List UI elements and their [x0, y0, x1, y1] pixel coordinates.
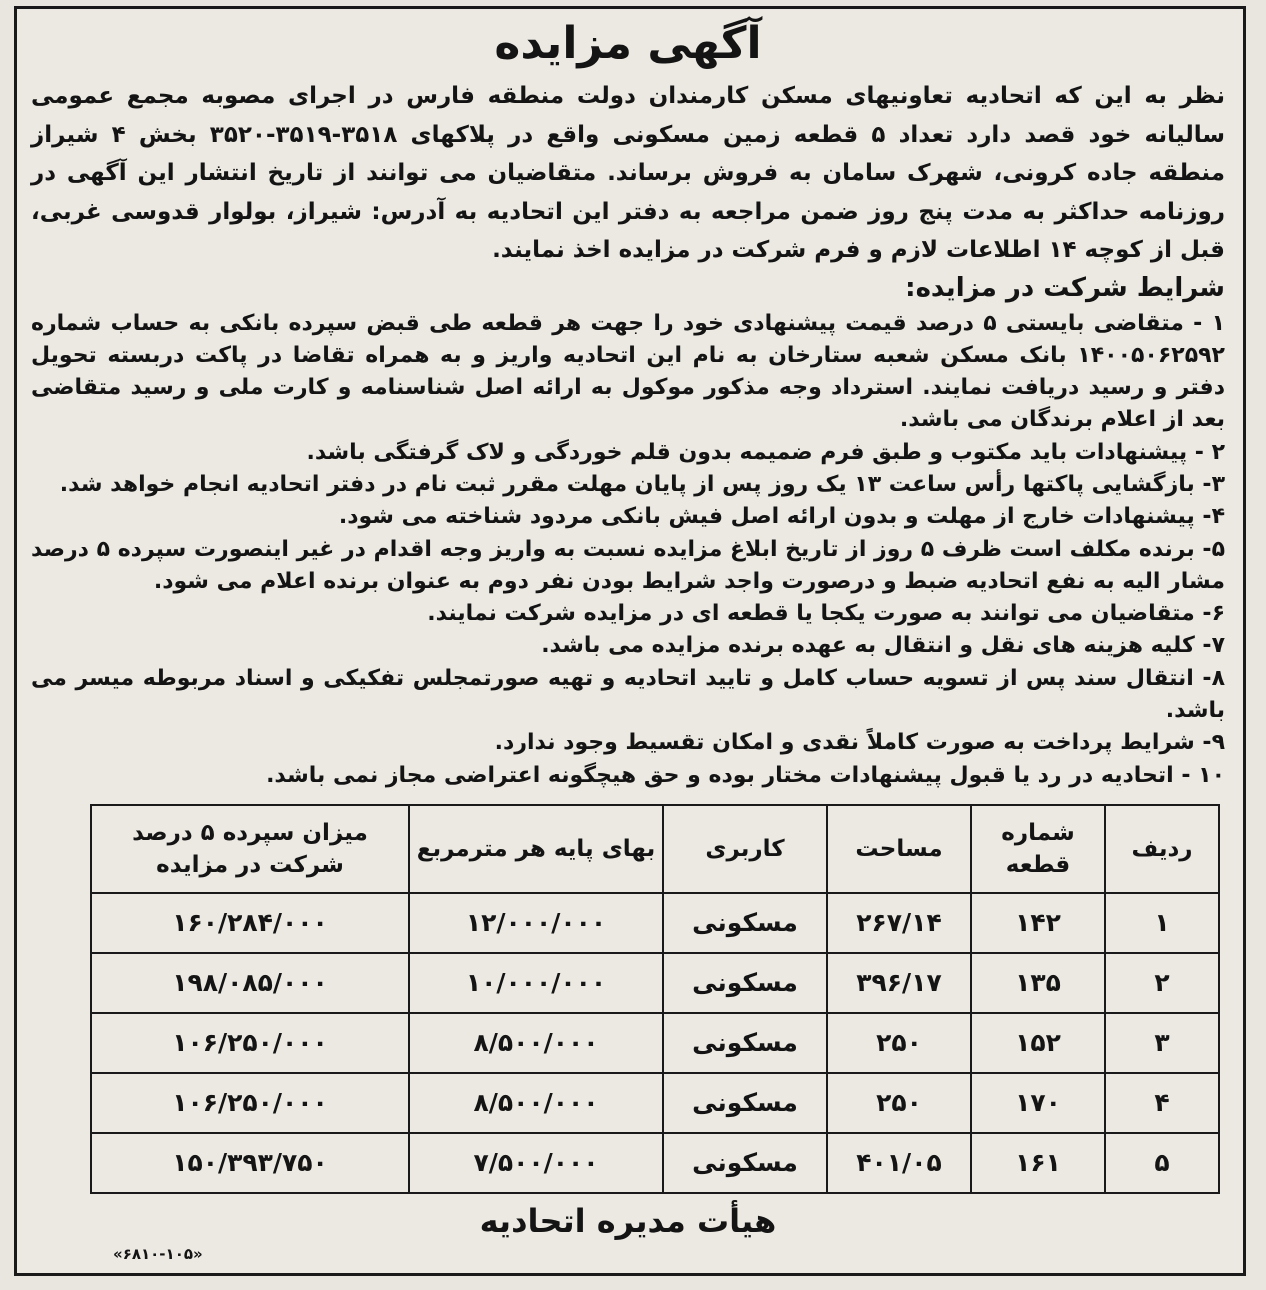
cell-area: ۲۵۰	[827, 1013, 971, 1073]
cell-row-number: ۵	[1105, 1133, 1219, 1193]
table-row	[91, 893, 1219, 953]
condition-item: ۹- شرایط پرداخت به صورت کاملاً نقدی و امکان تقسیط وجود ندارد.	[494, 730, 1225, 756]
header-lot-number: شماره قطعه	[971, 805, 1105, 893]
table-row	[91, 1073, 1219, 1133]
cell-area: ۴۰۱/۰۵	[827, 1133, 971, 1193]
cell-row-number: ۲	[1105, 953, 1219, 1013]
lots-table	[90, 804, 1220, 1194]
cell-deposit: ۱۹۸/۰۸۵/۰۰۰	[91, 953, 409, 1013]
table-row	[91, 953, 1219, 1013]
cell-lot-number: ۱۷۰	[971, 1073, 1105, 1133]
cell-usage: مسکونی	[663, 1013, 827, 1073]
board-signature: هیأت مدیره اتحادیه	[479, 1201, 777, 1240]
cell-base-price: ۷/۵۰۰/۰۰۰	[409, 1133, 663, 1193]
condition-item: ۱۰ - اتحادیه در رد یا قبول پیشنهادات مختار بوده و حق هیچگونه اعتراضی مجاز نمی باشد.	[266, 762, 1225, 788]
cell-lot-number: ۱۴۲	[971, 893, 1105, 953]
cell-area: ۳۹۶/۱۷	[827, 953, 971, 1013]
condition-item: ۶- متقاضیان می توانند به صورت یکجا یا قطعه ای در مزایده شرکت نمایند.	[427, 601, 1225, 627]
cell-deposit: ۱۶۰/۲۸۴/۰۰۰	[91, 893, 409, 953]
cell-base-price: ۱۰/۰۰۰/۰۰۰	[409, 953, 663, 1013]
cell-usage: مسکونی	[663, 1133, 827, 1193]
condition-item: ۸- انتقال سند پس از تسویه حساب کامل و تایید اتحادیه و تهیه صورتمجلس تفکیکی و اسناد مربوطه میسر می باشد.	[31, 665, 1225, 724]
table-header-row	[91, 805, 1219, 893]
cell-usage: مسکونی	[663, 953, 827, 1013]
condition-item: ۲ - پیشنهادات باید مکتوب و طبق فرم ضمیمه بدون قلم خوردگی و لاک گرفتگی باشد.	[306, 439, 1225, 465]
condition-item: ۳- بازگشایی پاکتها رأس ساعت ۱۳ یک روز پس از پایان مهلت مقرر ثبت نام در دفتر اتحادیه انجام خواهد شد.	[59, 471, 1225, 497]
cell-row-number: ۱	[1105, 893, 1219, 953]
cell-area: ۲۵۰	[827, 1073, 971, 1133]
conditions-title: شرایط شرکت در مزایده:	[905, 272, 1225, 303]
cell-usage: مسکونی	[663, 1073, 827, 1133]
cell-lot-number: ۱۳۵	[971, 953, 1105, 1013]
table-row	[91, 1013, 1219, 1073]
condition-item: ۷- کلیه هزینه های نقل و انتقال به عهده برنده مزایده می باشد.	[541, 633, 1225, 659]
cell-deposit: ۱۰۶/۲۵۰/۰۰۰	[91, 1073, 409, 1133]
cell-lot-number: ۱۶۱	[971, 1133, 1105, 1193]
cell-row-number: ۳	[1105, 1013, 1219, 1073]
condition-item: ۱ - متقاضی بایستی ۵ درصد قیمت پیشنهادی خود را جهت هر قطعه طی قبض سپرده بانکی به حساب شماره ۱۴۰۰۵۰۶۲۵۹۲ بانک مسکن شعبه ستارخان به نام این اتحادیه واریز و به همراه تقاضا در پاکت دربسته تحویل دفتر و رسید دریافت نمایند. استرداد وجه مذکور موکول به ارائه اصل شناسنامه و کارت ملی و رسید متقاضی بعد از اعلام برندگان می باشد.	[31, 310, 1225, 433]
table-row	[91, 1133, 1219, 1193]
cell-base-price: ۸/۵۰۰/۰۰۰	[409, 1013, 663, 1073]
cell-area: ۲۶۷/۱۴	[827, 893, 971, 953]
header-base-price: بهای پایه هر مترمربع	[409, 805, 663, 893]
notice-title: آگهی مزایده	[494, 18, 762, 69]
notice-intro: نظر به این که اتحادیه تعاونیهای مسکن کارمندان دولت منطقه فارس در اجرای مصوبه مجمع عمومی سالیانه خود قصد دارد تعداد ۵ قطعه زمین مسکونی واقع در پلاکهای ۳۵۱۸-۳۵۱۹-۳۵۲۰ بخش ۴ شیراز منطقه جاده کرونی، شهرک سامان به فروش برساند. متقاضیان می توانند از تاریخ انتشار این آگهی در روزنامه حداکثر به مدت پنج روز ضمن مراجعه به دفتر این اتحادیه به آدرس: شیراز، بولوار قدوسی غربی، قبل از کوچه ۱۴ اطلاعات لازم و فرم شرکت در مزایده اخذ نمایند.	[31, 83, 1226, 263]
condition-item: ۵- برنده مکلف است ظرف ۵ روز از تاریخ ابلاغ مزایده نسبت به واریز وجه اقدام در غیر اینصورت سپرده ۵ درصد مشار الیه به نفع اتحادیه ضبط و درصورت واجد شرایط بودن نفر دوم به عنوان برنده اعلام می شود.	[31, 536, 1225, 594]
cell-usage: مسکونی	[663, 893, 827, 953]
auction-notice	[14, 6, 1246, 1276]
condition-item: ۴- پیشنهادات خارج از مهلت و بدون ارائه اصل فیش بانکی مردود شناخته می شود.	[338, 504, 1225, 530]
header-row-number: ردیف	[1105, 805, 1219, 893]
header-usage: کاربری	[663, 805, 827, 893]
cell-lot-number: ۱۵۲	[971, 1013, 1105, 1073]
cell-deposit: ۱۵۰/۳۹۳/۷۵۰	[91, 1133, 409, 1193]
cell-base-price: ۱۲/۰۰۰/۰۰۰	[409, 893, 663, 953]
conditions-list	[31, 308, 1225, 792]
notice-code: «۶۸۱۰-۱۰۵»	[113, 1245, 203, 1263]
header-deposit: میزان سپرده ۵ درصد شرکت در مزایده	[91, 805, 409, 893]
header-area: مساحت	[827, 805, 971, 893]
cell-row-number: ۴	[1105, 1073, 1219, 1133]
cell-base-price: ۸/۵۰۰/۰۰۰	[409, 1073, 663, 1133]
cell-deposit: ۱۰۶/۲۵۰/۰۰۰	[91, 1013, 409, 1073]
